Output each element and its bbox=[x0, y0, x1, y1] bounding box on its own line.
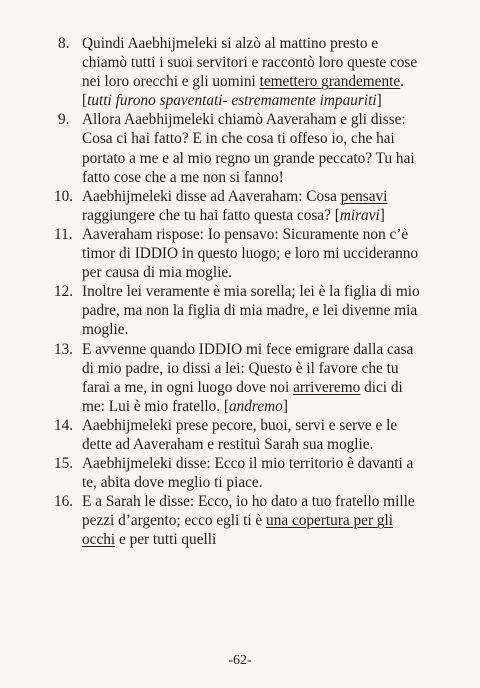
verse-text bbox=[82, 340, 420, 416]
text-run: ] bbox=[282, 397, 288, 415]
verse-text bbox=[82, 110, 420, 186]
text-run: Aaveraham rispose: Io pensavo: Sicuramente non c’è timor di IDDIO in questo luogo; e loro mi uccideranno per causa di mia moglie. bbox=[82, 225, 419, 282]
text-run: Quindi Aaebhijmeleki si alzò al mattino presto e chiamò tutti i suoi servitori e raccontò loro queste cose nei loro orecchi e gli uomini bbox=[82, 35, 418, 91]
underlined-phrase: pensavi bbox=[340, 187, 388, 205]
verse-15 bbox=[54, 454, 420, 492]
underlined-phrase: una copertura per gli occhi bbox=[82, 512, 394, 549]
verse-13 bbox=[54, 340, 420, 416]
verse-number: 16. bbox=[54, 493, 74, 511]
verse-12 bbox=[54, 282, 420, 339]
verse-list bbox=[54, 34, 420, 550]
verse-10 bbox=[54, 187, 420, 225]
verse-number: 15. bbox=[54, 455, 74, 473]
verse-8 bbox=[58, 34, 420, 110]
text-run: e per tutti quelli bbox=[115, 531, 217, 549]
text-run: ] bbox=[379, 206, 385, 224]
verse-number: 10. bbox=[54, 187, 74, 205]
verse-text bbox=[82, 454, 420, 492]
text-run: E avvenne quando IDDIO mi fece emigrare dalla casa di mio padre, io dissi a lei: Questo è il favore che tu farai a me, in ogni luogo dove noi bbox=[82, 340, 414, 396]
text-run: raggiungere che tu hai fatto questa cosa? [ bbox=[82, 206, 340, 224]
verse-number: 13. bbox=[54, 340, 74, 358]
text-run: ] bbox=[376, 92, 382, 110]
underlined-phrase: arriveremo bbox=[293, 378, 361, 396]
verse-text bbox=[82, 225, 420, 282]
text-run: E a Sarah le disse: Ecco, io ho dato a tuo fratello mille pezzi d’argento; ecco egli ti è bbox=[82, 493, 415, 530]
verse-number: 9. bbox=[58, 111, 70, 129]
verse-number: 8. bbox=[58, 35, 70, 52]
verse-9 bbox=[58, 110, 420, 186]
verse-16 bbox=[54, 492, 420, 549]
underlined-phrase: temettero grandemente bbox=[259, 73, 401, 91]
verse-number: 14. bbox=[54, 416, 74, 434]
verse-number: 11. bbox=[54, 225, 73, 243]
verse-text bbox=[82, 492, 420, 549]
italic-gloss: miravi bbox=[339, 206, 380, 224]
verse-text bbox=[82, 187, 420, 225]
text-run: Inoltre lei veramente è mia sorella; lei è la figlia di mio padre, ma non la figlia di mia madre, e lei divenne mia moglie. bbox=[82, 283, 420, 339]
italic-gloss: tutti furono spaventati- estremamente impauriti bbox=[87, 92, 377, 110]
text-run: . [ bbox=[82, 73, 404, 110]
verse-11 bbox=[54, 225, 420, 282]
text-run: dici di me: Lui è mio fratello. [ bbox=[82, 378, 403, 415]
verse-14 bbox=[54, 416, 420, 454]
verse-text bbox=[82, 34, 420, 110]
text-run: Aaebhijmeleki disse: Ecco il mio territorio è davanti a te, abita dove meglio ti piace. bbox=[82, 455, 414, 492]
text-run: Allora Aaebhijmeleki chiamò Aaveraham e gli disse: Cosa ci hai fatto? E in che cosa ti offeso io, che hai portato a me e al mio regno un grande peccato? Tu hai fatto cose che a me non si fanno! bbox=[82, 111, 415, 186]
verse-text bbox=[82, 282, 420, 339]
verse-number: 12. bbox=[54, 283, 74, 301]
text-run: Aaebhijmeleki prese pecore, buoi, servi e serve e le dette ad Aaveraham e restituì Sarah sua moglie. bbox=[82, 416, 398, 453]
verse-text bbox=[82, 416, 420, 454]
page-number: -62- bbox=[228, 653, 252, 668]
italic-gloss: andremo bbox=[228, 397, 283, 415]
text-run: Aaebhijmeleki disse ad Aaveraham: Cosa bbox=[82, 187, 341, 205]
